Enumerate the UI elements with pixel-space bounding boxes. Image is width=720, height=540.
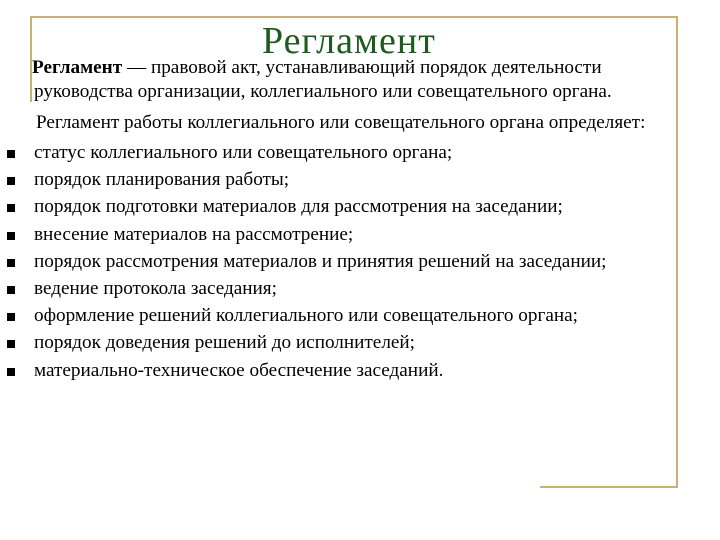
- square-bullet-icon: [7, 368, 15, 376]
- list-item-text: порядок доведения решений до исполнителей;: [34, 332, 416, 354]
- definition-text: — правовой акт, устанавливающий порядок деятельности руководства организации, коллегиального или совещательного органа.: [34, 57, 612, 102]
- list-item: [34, 141, 699, 165]
- decorative-frame-bottom: [540, 486, 678, 488]
- list-item-text: статус коллегиального или совещательного органа;: [34, 142, 453, 163]
- list-item-text: порядок планирования работы;: [34, 169, 290, 191]
- list-item: [34, 250, 699, 274]
- list-item: [34, 223, 699, 247]
- definition-paragraph: [34, 56, 694, 104]
- intro-paragraph: Регламент работы коллегиального или совещательного органа определяет:: [36, 112, 646, 133]
- square-bullet-icon: [7, 177, 15, 185]
- square-bullet-icon: [7, 204, 15, 212]
- list-item: [34, 304, 699, 328]
- list-item-text: материально-техническое обеспечение заседаний.: [34, 359, 444, 381]
- slide-title: Регламент: [262, 20, 436, 62]
- list-item: [34, 168, 699, 192]
- list-item-text: ведение протокола заседания;: [34, 277, 277, 299]
- square-bullet-icon: [7, 340, 15, 348]
- bullet-list: [0, 141, 720, 383]
- list-item: [34, 359, 699, 383]
- square-bullet-icon: [7, 286, 15, 294]
- list-item: [34, 277, 699, 301]
- list-item: [34, 195, 699, 219]
- square-bullet-icon: [7, 259, 15, 267]
- list-item: [34, 331, 699, 355]
- square-bullet-icon: [7, 150, 15, 158]
- square-bullet-icon: [7, 313, 15, 321]
- slide-content: [0, 56, 720, 386]
- list-item-text: порядок рассмотрения материалов и принятия решений на заседании;: [34, 250, 607, 272]
- list-item-text: внесение материалов на рассмотрение;: [34, 223, 354, 245]
- list-item-text: порядок подготовки материалов для рассмотрения на заседании;: [34, 196, 563, 218]
- list-item-text: оформление решений коллегиального или совещательного органа;: [34, 305, 578, 327]
- square-bullet-icon: [7, 232, 15, 240]
- definition-term: Регламент: [32, 57, 123, 78]
